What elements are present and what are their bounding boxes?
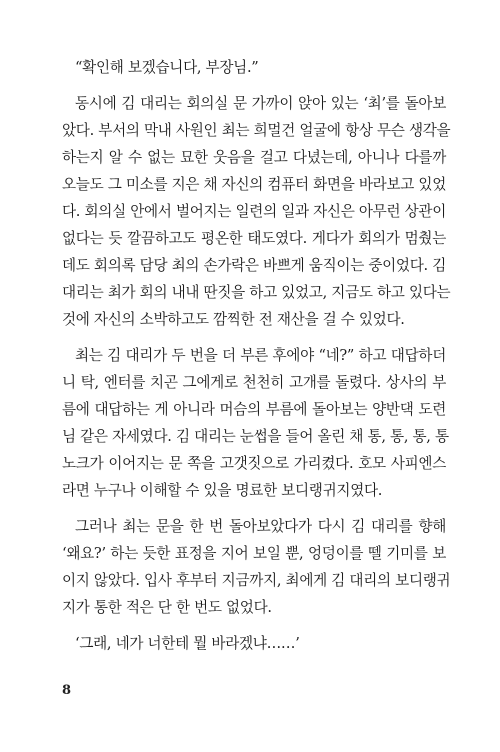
text-line: 그러나 최는 문을 한 번 돌아보았다가 다시 김 대리를 향해 (75, 518, 446, 535)
page-number: 8 (62, 683, 72, 698)
text-line: “확인해 보겠습니다, 부장님.” (75, 59, 259, 76)
text-line: 하는지 알 수 없는 묘한 웃음을 걸고 다녔는데, 아니나 다를까 (62, 149, 446, 166)
text-line: ‘그래, 네가 너한테 뭘 바라겠냐……’ (75, 635, 300, 652)
text-line: 름에 대답하는 게 아니라 머슴의 부름에 돌아보는 양반댁 도련 (62, 401, 446, 418)
text-line: 지가 통한 적은 단 한 번도 없었다. (62, 599, 272, 616)
text-line: ‘왜요?’ 하는 듯한 표정을 지어 보일 뿐, 엉덩이를 뗄 기미를 보 (62, 545, 446, 562)
text-line: 없다는 듯 깔끔하고도 평온한 태도였다. 게다가 회의가 멈췄는 (62, 230, 446, 247)
text-line: 오늘도 그 미소를 지은 채 자신의 컴퓨터 화면을 바라보고 있었 (62, 176, 446, 193)
text-line: 것에 자신의 소박하고도 깜찍한 전 재산을 걸 수 있었다. (62, 311, 405, 328)
text-line: 다. 회의실 안에서 벌어지는 일련의 일과 자신은 아무런 상관이 (62, 203, 446, 220)
text-line: 니 탁, 엔터를 치곤 그에게로 천천히 고개를 돌렸다. 상사의 부 (62, 374, 446, 391)
text-line: 님 같은 자세였다. 김 대리는 눈썹을 들어 올린 채 통, 통, 통, 통 (62, 428, 449, 445)
text-line: 았다. 부서의 막내 사원인 최는 희멀건 얼굴에 항상 무슨 생각을 (62, 122, 451, 139)
text-line: 이지 않았다. 입사 후부터 지금까지, 최에게 김 대리의 보디랭귀 (62, 572, 451, 589)
text-line: 최는 김 대리가 두 번을 더 부른 후에야 “네?” 하고 대답하더 (75, 347, 446, 364)
text-line: 데도 회의록 담당 최의 손가락은 바쁘게 움직이는 중이었다. 김 (62, 257, 446, 274)
text-line: 동시에 김 대리는 회의실 문 가까이 앉아 있는 ‘최’를 돌아보 (75, 95, 446, 112)
text-line: 라면 누구나 이해할 수 있을 명료한 보디랭귀지였다. (62, 482, 383, 499)
text-line: 노크가 이어지는 문 쪽을 고갯짓으로 가리켰다. 호모 사피엔스 (62, 455, 446, 472)
text-line: 대리는 최가 회의 내내 딴짓을 하고 있었고, 지금도 하고 있다는 (62, 284, 451, 301)
